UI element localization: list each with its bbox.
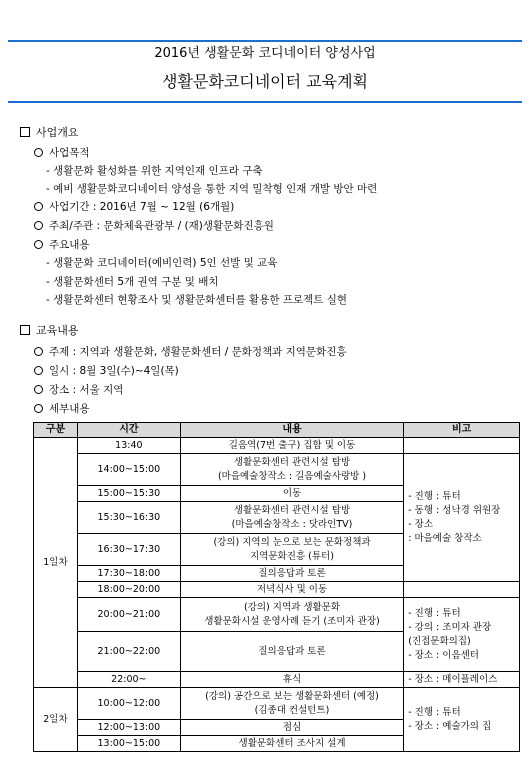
header-time: 시간 [77,423,180,438]
note-cell [404,438,520,454]
time-cell: 12:00~13:00 [77,720,180,736]
square-bullet-icon [20,127,30,137]
place: 장소 : 서울 지역 [34,383,123,397]
note-cell-group3: - 장소 : 메이플레이스 [404,672,520,688]
header-content: 내용 [180,423,403,438]
content-cell: 생활문화센터 조사지 설계 [180,736,403,752]
square-bullet-icon [20,325,30,335]
table-row [34,454,520,486]
header-category: 구분 [34,423,78,438]
content-cell: 저녁식사 및 이동 [180,582,403,598]
circle-bullet-icon [34,404,43,413]
content-cell: 이동 [180,486,403,502]
content-cell: 생활문화센터 관련시설 탐방 (마을예술창작소 : 닷라인TV) [180,502,403,534]
table-row [34,598,520,632]
host: 주최/주관 : 문화체육관광부 / (재)생활문화진흥원 [34,219,274,233]
circle-bullet-icon [34,347,43,356]
content-cell: (강의) 지역과 생활문화 생활문화시설 운영사례 듣기 (조미자 관장) [180,598,403,632]
period: 사업기간 : 2016년 7월 ~ 12월 (6개월) [34,200,234,214]
time-cell: 15:00~15:30 [77,486,180,502]
table-header-row [34,423,520,438]
circle-bullet-icon [34,366,43,375]
note-cell-group1: - 진행 : 튜터 - 동행 : 성낙경 위원장 - 장소 : 마을예술 창작소 [404,454,520,582]
main-item-2: - 생활문화센터 5개 권역 구분 및 배치 [46,276,219,288]
content-cell: 길음역(7번 출구) 집합 및 이동 [180,438,403,454]
content-cell: 질의응답과 토론 [180,566,403,582]
header-note: 비고 [404,423,520,438]
title-line-1: 2016년 생활문화 코디네이터 양성사업 [154,46,376,61]
theme: 주제 : 지역과 생활문화, 생활문화센터 / 문화정책과 지역문화진흥 [34,345,347,359]
day2-cell: 2일차 [34,688,78,752]
circle-bullet-icon [34,385,43,394]
time-cell: 13:40 [77,438,180,454]
main-item-1: - 생활문화 코디네이터(예비인력) 5인 선발 및 교육 [46,257,278,269]
time-cell: 17:30~18:00 [77,566,180,582]
circle-bullet-icon [34,148,43,157]
circle-bullet-icon [34,221,43,230]
title-line-2: 생활문화코디네이터 교육계획 [161,72,368,91]
time-cell: 13:00~15:00 [77,736,180,752]
content-cell: (강의) 공간으로 보는 생활문화센터 (예정) (김종대 컨설턴트) [180,688,403,720]
date: 일시 : 8월 3일(수)~4일(목) [34,364,179,378]
main-item-3: - 생활문화센터 현황조사 및 생활문화센터를 활용한 프로젝트 실현 [46,294,348,306]
time-cell: 18:00~20:00 [77,582,180,598]
table-row [34,672,520,688]
time-cell: 22:00~ [77,672,180,688]
purpose-item-2: - 예비 생활문화코디네이터 양성을 통한 지역 밀착형 인재 개발 방안 마련 [46,183,378,195]
table-row [34,688,520,720]
detail-label: 세부내용 [34,402,90,416]
education-heading: 교육내용 [20,324,79,338]
time-cell: 14:00~15:00 [77,454,180,486]
table-row [34,438,520,454]
note-cell-group4: - 진행 : 튜터 - 장소 : 예술가의 집 [404,688,520,752]
schedule-table [33,422,520,752]
content-cell: 점심 [180,720,403,736]
time-cell: 16:30~17:30 [77,534,180,566]
content-cell: 휴식 [180,672,403,688]
time-cell: 10:00~12:00 [77,688,180,720]
title-top-rule [8,40,522,42]
title-bottom-rule [8,101,522,103]
day1-cell: 1일차 [34,438,78,688]
overview-heading: 사업개요 [20,126,79,140]
content-cell: (강의) 지역의 눈으로 보는 문화정책과 지역문화진흥 (튜터) [180,534,403,566]
content-cell: 질의응답과 토론 [180,632,403,672]
time-cell: 20:00~21:00 [77,598,180,632]
purpose-label: 사업목적 [34,146,90,160]
content-cell: 생활문화센터 관련시설 탐방 (마을예술창작소 : 길음예술사랑방 ) [180,454,403,486]
circle-bullet-icon [34,240,43,249]
purpose-item-1: - 생활문화 활성화를 위한 지역인재 인프라 구축 [46,165,263,177]
circle-bullet-icon [34,202,43,211]
note-cell [404,582,520,598]
main-label: 주요내용 [34,238,90,252]
time-cell: 21:00~22:00 [77,632,180,672]
table-row [34,582,520,598]
note-cell-group2: - 진행 : 튜터 - 강의 : 조미자 관장 (진접문화의집) - 장소 : 이음센터 [404,598,520,672]
title-block [8,44,522,94]
time-cell: 15:30~16:30 [77,502,180,534]
